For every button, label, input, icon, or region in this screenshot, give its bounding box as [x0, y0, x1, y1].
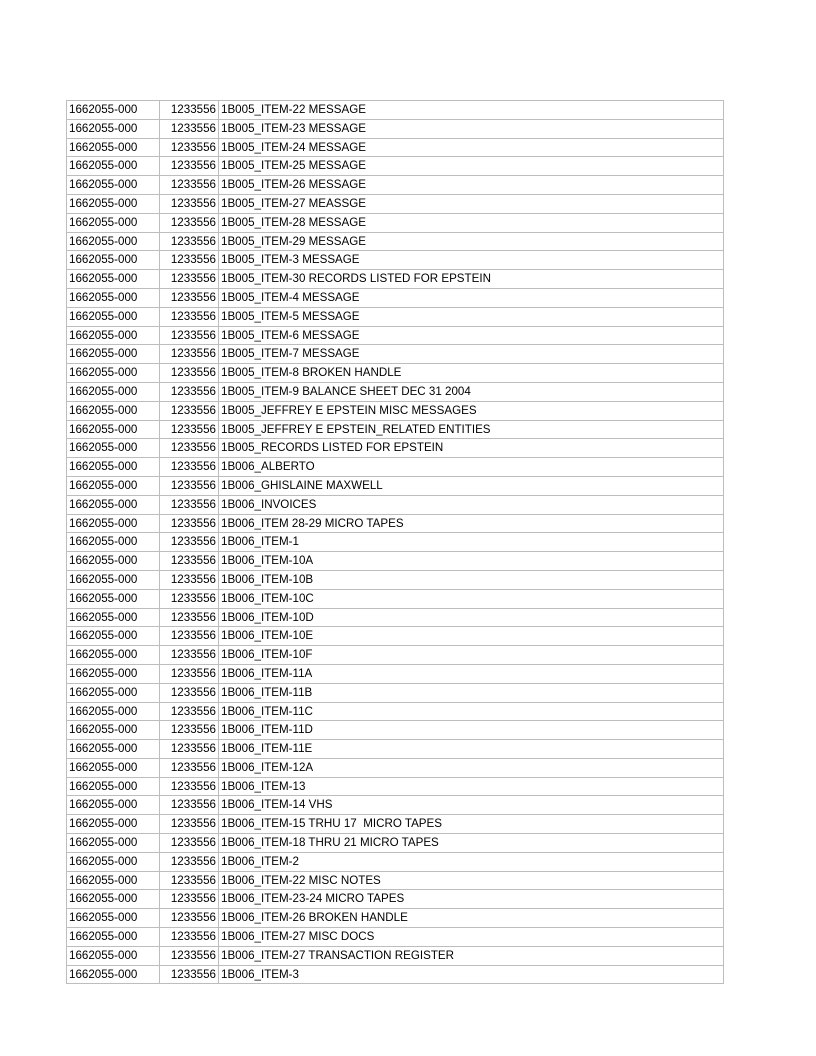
- table-row: [67, 852, 724, 871]
- table-row: [67, 476, 724, 495]
- serial-number-cell: 1233556: [160, 740, 219, 759]
- item-description-cell: 1B005_ITEM-6 MESSAGE: [219, 326, 724, 345]
- item-description-cell: 1B006_ITEM-1: [219, 533, 724, 552]
- item-description-cell: 1B005_ITEM-30 RECORDS LISTED FOR EPSTEIN: [219, 270, 724, 289]
- serial-number-cell: 1233556: [160, 589, 219, 608]
- item-description-cell: 1B005_ITEM-28 MESSAGE: [219, 213, 724, 232]
- table-row: [67, 683, 724, 702]
- item-description-cell: 1B006_ITEM-23-24 MICRO TAPES: [219, 890, 724, 909]
- item-description-cell: 1B005_ITEM-22 MESSAGE: [219, 101, 724, 120]
- serial-number-cell: 1233556: [160, 232, 219, 251]
- table-row: [67, 928, 724, 947]
- case-number-cell: 1662055-000: [67, 251, 160, 270]
- table-row: [67, 251, 724, 270]
- item-description-cell: 1B006_ITEM-14 VHS: [219, 796, 724, 815]
- serial-number-cell: 1233556: [160, 458, 219, 477]
- serial-number-cell: 1233556: [160, 176, 219, 195]
- serial-number-cell: 1233556: [160, 664, 219, 683]
- item-description-cell: 1B006_ITEM-27 TRANSACTION REGISTER: [219, 946, 724, 965]
- serial-number-cell: 1233556: [160, 382, 219, 401]
- serial-number-cell: 1233556: [160, 570, 219, 589]
- table-row: [67, 495, 724, 514]
- case-number-cell: 1662055-000: [67, 194, 160, 213]
- table-row: [67, 157, 724, 176]
- table-row: [67, 138, 724, 157]
- item-description-cell: 1B005_ITEM-5 MESSAGE: [219, 307, 724, 326]
- case-number-cell: 1662055-000: [67, 946, 160, 965]
- table-row: [67, 382, 724, 401]
- table-row: [67, 758, 724, 777]
- serial-number-cell: 1233556: [160, 646, 219, 665]
- serial-number-cell: 1233556: [160, 721, 219, 740]
- serial-number-cell: 1233556: [160, 533, 219, 552]
- item-description-cell: 1B006_ITEM-11B: [219, 683, 724, 702]
- serial-number-cell: 1233556: [160, 420, 219, 439]
- serial-number-cell: 1233556: [160, 288, 219, 307]
- table-row: [67, 194, 724, 213]
- item-description-cell: 1B006_ITEM-13: [219, 777, 724, 796]
- table-row: [67, 401, 724, 420]
- table-row: [67, 608, 724, 627]
- item-description-cell: 1B006_ITEM 28-29 MICRO TAPES: [219, 514, 724, 533]
- table-row: [67, 909, 724, 928]
- table-row: [67, 664, 724, 683]
- table-row: [67, 815, 724, 834]
- case-number-cell: 1662055-000: [67, 589, 160, 608]
- item-description-cell: 1B006_ITEM-3: [219, 965, 724, 984]
- table-row: [67, 364, 724, 383]
- table-row: [67, 326, 724, 345]
- serial-number-cell: 1233556: [160, 326, 219, 345]
- table-row: [67, 439, 724, 458]
- case-number-cell: 1662055-000: [67, 608, 160, 627]
- case-number-cell: 1662055-000: [67, 646, 160, 665]
- case-number-cell: 1662055-000: [67, 326, 160, 345]
- table-row: [67, 101, 724, 120]
- table-row: [67, 721, 724, 740]
- item-description-cell: 1B006_ITEM-12A: [219, 758, 724, 777]
- serial-number-cell: 1233556: [160, 476, 219, 495]
- serial-number-cell: 1233556: [160, 796, 219, 815]
- case-number-cell: 1662055-000: [67, 420, 160, 439]
- case-number-cell: 1662055-000: [67, 965, 160, 984]
- case-number-cell: 1662055-000: [67, 852, 160, 871]
- item-description-cell: 1B005_ITEM-7 MESSAGE: [219, 345, 724, 364]
- case-number-cell: 1662055-000: [67, 777, 160, 796]
- item-description-cell: 1B006_ITEM-26 BROKEN HANDLE: [219, 909, 724, 928]
- item-description-cell: 1B006_ITEM-11C: [219, 702, 724, 721]
- serial-number-cell: 1233556: [160, 495, 219, 514]
- serial-number-cell: 1233556: [160, 683, 219, 702]
- table-row: [67, 796, 724, 815]
- item-description-cell: 1B005_ITEM-4 MESSAGE: [219, 288, 724, 307]
- table-row: [67, 232, 724, 251]
- table-row: [67, 514, 724, 533]
- table-row: [67, 589, 724, 608]
- case-number-cell: 1662055-000: [67, 495, 160, 514]
- serial-number-cell: 1233556: [160, 138, 219, 157]
- table-row: [67, 702, 724, 721]
- case-number-cell: 1662055-000: [67, 627, 160, 646]
- item-description-cell: 1B005_ITEM-23 MESSAGE: [219, 119, 724, 138]
- case-number-cell: 1662055-000: [67, 758, 160, 777]
- item-description-cell: 1B005_ITEM-27 MEASSGE: [219, 194, 724, 213]
- case-number-cell: 1662055-000: [67, 834, 160, 853]
- item-description-cell: 1B006_ITEM-10F: [219, 646, 724, 665]
- table-row: [67, 420, 724, 439]
- table-row: [67, 213, 724, 232]
- case-number-cell: 1662055-000: [67, 909, 160, 928]
- case-number-cell: 1662055-000: [67, 928, 160, 947]
- serial-number-cell: 1233556: [160, 627, 219, 646]
- case-number-cell: 1662055-000: [67, 119, 160, 138]
- item-description-cell: 1B005_ITEM-24 MESSAGE: [219, 138, 724, 157]
- serial-number-cell: 1233556: [160, 890, 219, 909]
- table-row: [67, 458, 724, 477]
- case-number-cell: 1662055-000: [67, 213, 160, 232]
- serial-number-cell: 1233556: [160, 552, 219, 571]
- table-row: [67, 871, 724, 890]
- serial-number-cell: 1233556: [160, 909, 219, 928]
- serial-number-cell: 1233556: [160, 852, 219, 871]
- serial-number-cell: 1233556: [160, 608, 219, 627]
- case-number-cell: 1662055-000: [67, 815, 160, 834]
- item-description-cell: 1B005_RECORDS LISTED FOR EPSTEIN: [219, 439, 724, 458]
- table-row: [67, 890, 724, 909]
- table-row: [67, 176, 724, 195]
- case-number-cell: 1662055-000: [67, 570, 160, 589]
- item-description-cell: 1B006_ITEM-22 MISC NOTES: [219, 871, 724, 890]
- table-row: [67, 646, 724, 665]
- item-description-cell: 1B006_ITEM-10E: [219, 627, 724, 646]
- case-number-cell: 1662055-000: [67, 476, 160, 495]
- item-description-cell: 1B006_ITEM-27 MISC DOCS: [219, 928, 724, 947]
- case-number-cell: 1662055-000: [67, 401, 160, 420]
- case-number-cell: 1662055-000: [67, 138, 160, 157]
- case-number-cell: 1662055-000: [67, 458, 160, 477]
- case-number-cell: 1662055-000: [67, 514, 160, 533]
- item-description-cell: 1B005_ITEM-8 BROKEN HANDLE: [219, 364, 724, 383]
- item-description-cell: 1B005_JEFFREY E EPSTEIN_RELATED ENTITIES: [219, 420, 724, 439]
- item-description-cell: 1B005_ITEM-25 MESSAGE: [219, 157, 724, 176]
- records-table-body: [67, 101, 724, 984]
- item-description-cell: 1B005_ITEM-26 MESSAGE: [219, 176, 724, 195]
- case-number-cell: 1662055-000: [67, 345, 160, 364]
- item-description-cell: 1B006_ITEM-11A: [219, 664, 724, 683]
- item-description-cell: 1B006_ITEM-10C: [219, 589, 724, 608]
- table-row: [67, 834, 724, 853]
- table-row: [67, 740, 724, 759]
- case-number-cell: 1662055-000: [67, 307, 160, 326]
- case-number-cell: 1662055-000: [67, 157, 160, 176]
- serial-number-cell: 1233556: [160, 194, 219, 213]
- item-description-cell: 1B006_ITEM-10B: [219, 570, 724, 589]
- serial-number-cell: 1233556: [160, 401, 219, 420]
- item-description-cell: 1B005_ITEM-3 MESSAGE: [219, 251, 724, 270]
- table-row: [67, 570, 724, 589]
- item-description-cell: 1B006_ITEM-11D: [219, 721, 724, 740]
- serial-number-cell: 1233556: [160, 101, 219, 120]
- serial-number-cell: 1233556: [160, 871, 219, 890]
- serial-number-cell: 1233556: [160, 777, 219, 796]
- case-number-cell: 1662055-000: [67, 270, 160, 289]
- table-row: [67, 552, 724, 571]
- item-description-cell: 1B006_ITEM-11E: [219, 740, 724, 759]
- table-row: [67, 533, 724, 552]
- case-number-cell: 1662055-000: [67, 176, 160, 195]
- serial-number-cell: 1233556: [160, 157, 219, 176]
- table-row: [67, 119, 724, 138]
- serial-number-cell: 1233556: [160, 928, 219, 947]
- table-row: [67, 270, 724, 289]
- serial-number-cell: 1233556: [160, 514, 219, 533]
- case-number-cell: 1662055-000: [67, 664, 160, 683]
- case-number-cell: 1662055-000: [67, 683, 160, 702]
- serial-number-cell: 1233556: [160, 702, 219, 721]
- case-number-cell: 1662055-000: [67, 439, 160, 458]
- serial-number-cell: 1233556: [160, 213, 219, 232]
- case-number-cell: 1662055-000: [67, 533, 160, 552]
- serial-number-cell: 1233556: [160, 834, 219, 853]
- case-number-cell: 1662055-000: [67, 232, 160, 251]
- table-row: [67, 946, 724, 965]
- item-description-cell: 1B006_ITEM-18 THRU 21 MICRO TAPES: [219, 834, 724, 853]
- case-number-cell: 1662055-000: [67, 552, 160, 571]
- table-row: [67, 288, 724, 307]
- case-number-cell: 1662055-000: [67, 796, 160, 815]
- serial-number-cell: 1233556: [160, 307, 219, 326]
- case-number-cell: 1662055-000: [67, 702, 160, 721]
- case-number-cell: 1662055-000: [67, 288, 160, 307]
- serial-number-cell: 1233556: [160, 270, 219, 289]
- table-row: [67, 965, 724, 984]
- case-number-cell: 1662055-000: [67, 871, 160, 890]
- item-description-cell: 1B005_JEFFREY E EPSTEIN MISC MESSAGES: [219, 401, 724, 420]
- item-description-cell: 1B006_INVOICES: [219, 495, 724, 514]
- item-description-cell: 1B005_ITEM-29 MESSAGE: [219, 232, 724, 251]
- case-number-cell: 1662055-000: [67, 740, 160, 759]
- item-description-cell: 1B006_ITEM-10A: [219, 552, 724, 571]
- table-row: [67, 307, 724, 326]
- item-description-cell: 1B006_ITEM-10D: [219, 608, 724, 627]
- item-description-cell: 1B006_GHISLAINE MAXWELL: [219, 476, 724, 495]
- serial-number-cell: 1233556: [160, 119, 219, 138]
- serial-number-cell: 1233556: [160, 251, 219, 270]
- serial-number-cell: 1233556: [160, 946, 219, 965]
- table-row: [67, 627, 724, 646]
- serial-number-cell: 1233556: [160, 758, 219, 777]
- item-description-cell: 1B006_ITEM-15 TRHU 17 MICRO TAPES: [219, 815, 724, 834]
- case-number-cell: 1662055-000: [67, 364, 160, 383]
- case-number-cell: 1662055-000: [67, 890, 160, 909]
- serial-number-cell: 1233556: [160, 815, 219, 834]
- serial-number-cell: 1233556: [160, 364, 219, 383]
- case-number-cell: 1662055-000: [67, 721, 160, 740]
- serial-number-cell: 1233556: [160, 439, 219, 458]
- item-description-cell: 1B005_ITEM-9 BALANCE SHEET DEC 31 2004: [219, 382, 724, 401]
- serial-number-cell: 1233556: [160, 965, 219, 984]
- records-table: [66, 100, 724, 984]
- case-number-cell: 1662055-000: [67, 382, 160, 401]
- item-description-cell: 1B006_ITEM-2: [219, 852, 724, 871]
- case-number-cell: 1662055-000: [67, 101, 160, 120]
- serial-number-cell: 1233556: [160, 345, 219, 364]
- table-row: [67, 345, 724, 364]
- item-description-cell: 1B006_ALBERTO: [219, 458, 724, 477]
- table-row: [67, 777, 724, 796]
